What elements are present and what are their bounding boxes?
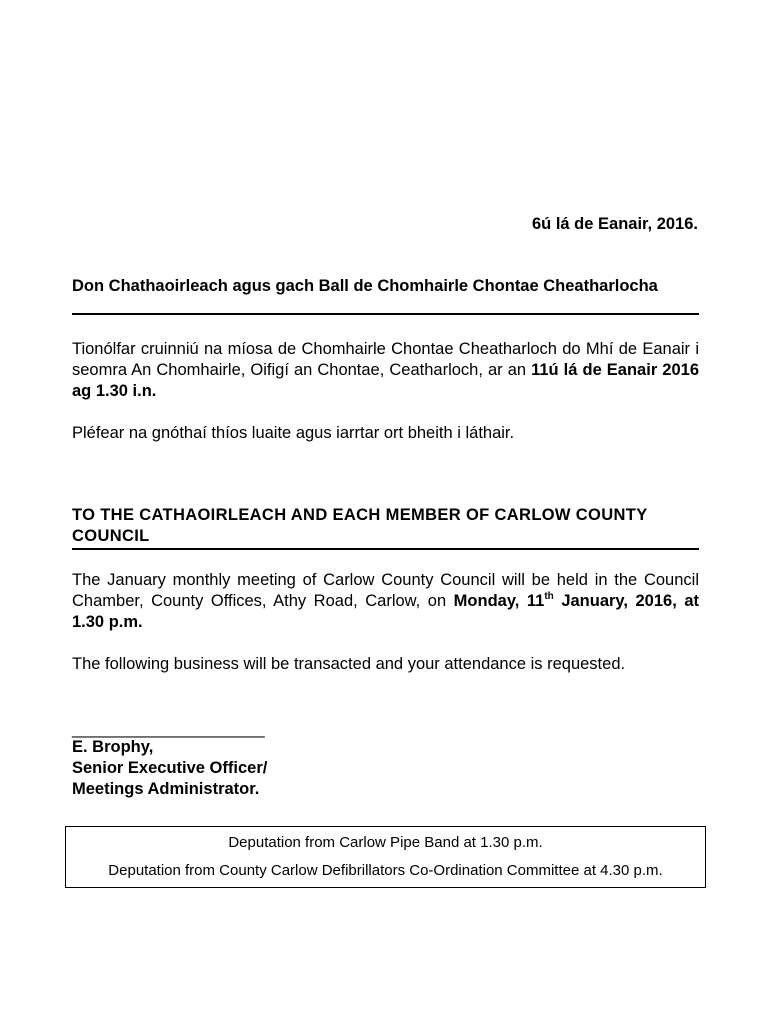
deputations-box [65,826,706,888]
irish-body-paragraph [72,339,699,402]
english-meeting-date-part2: January, 2016, at 1.30 p.m. [72,592,699,631]
english-body-text: The January monthly meeting of Carlow County Council will be held in the Council Chamber, County Offices, Athy Road, Carlow, on [72,571,699,610]
irish-addressee-heading: Don Chathaoirleach agus gach Ball de Chomhairle Chontae Cheatharlocha [72,276,699,315]
english-meeting-date-suffix: th [544,591,554,602]
signature-line: _____________________ [72,720,265,738]
signatory-role: Meetings Administrator. [72,780,260,798]
signature-block [72,737,267,800]
signatory-title: Senior Executive Officer/ [72,759,268,777]
deputation-item: Deputation from Carlow Pipe Band at 1.30 p.m. [228,834,543,851]
english-body-paragraph [72,570,699,633]
signatory-name: E. Brophy, [72,738,154,756]
irish-note-paragraph: Pléfear na gnóthaí thíos luaite agus iarrtar ort bheith i láthair. [72,424,515,442]
english-meeting-date-part1: Monday, 11 [453,592,545,610]
english-note-paragraph: The following business will be transacted and your attendance is requested. [72,655,626,673]
irish-body-text: Tionólfar cruinniú na míosa de Chomhairle Chontae Cheatharloch do Mhí de Eanair i seomra An Chomhairle, Oifigí an Chontae, Ceatharloch, ar an [72,340,699,379]
date-line: 6ú lá de Eanair, 2016. [531,215,698,233]
deputation-item: Deputation from County Carlow Defibrillators Co-Ordination Committee at 4.30 p.m. [108,862,663,879]
english-addressee-heading: TO THE CATHAOIRLEACH AND EACH MEMBER OF CARLOW COUNTY COUNCIL [72,505,699,550]
irish-meeting-date: 11ú lá de Eanair 2016 ag 1.30 i.n. [72,361,699,400]
